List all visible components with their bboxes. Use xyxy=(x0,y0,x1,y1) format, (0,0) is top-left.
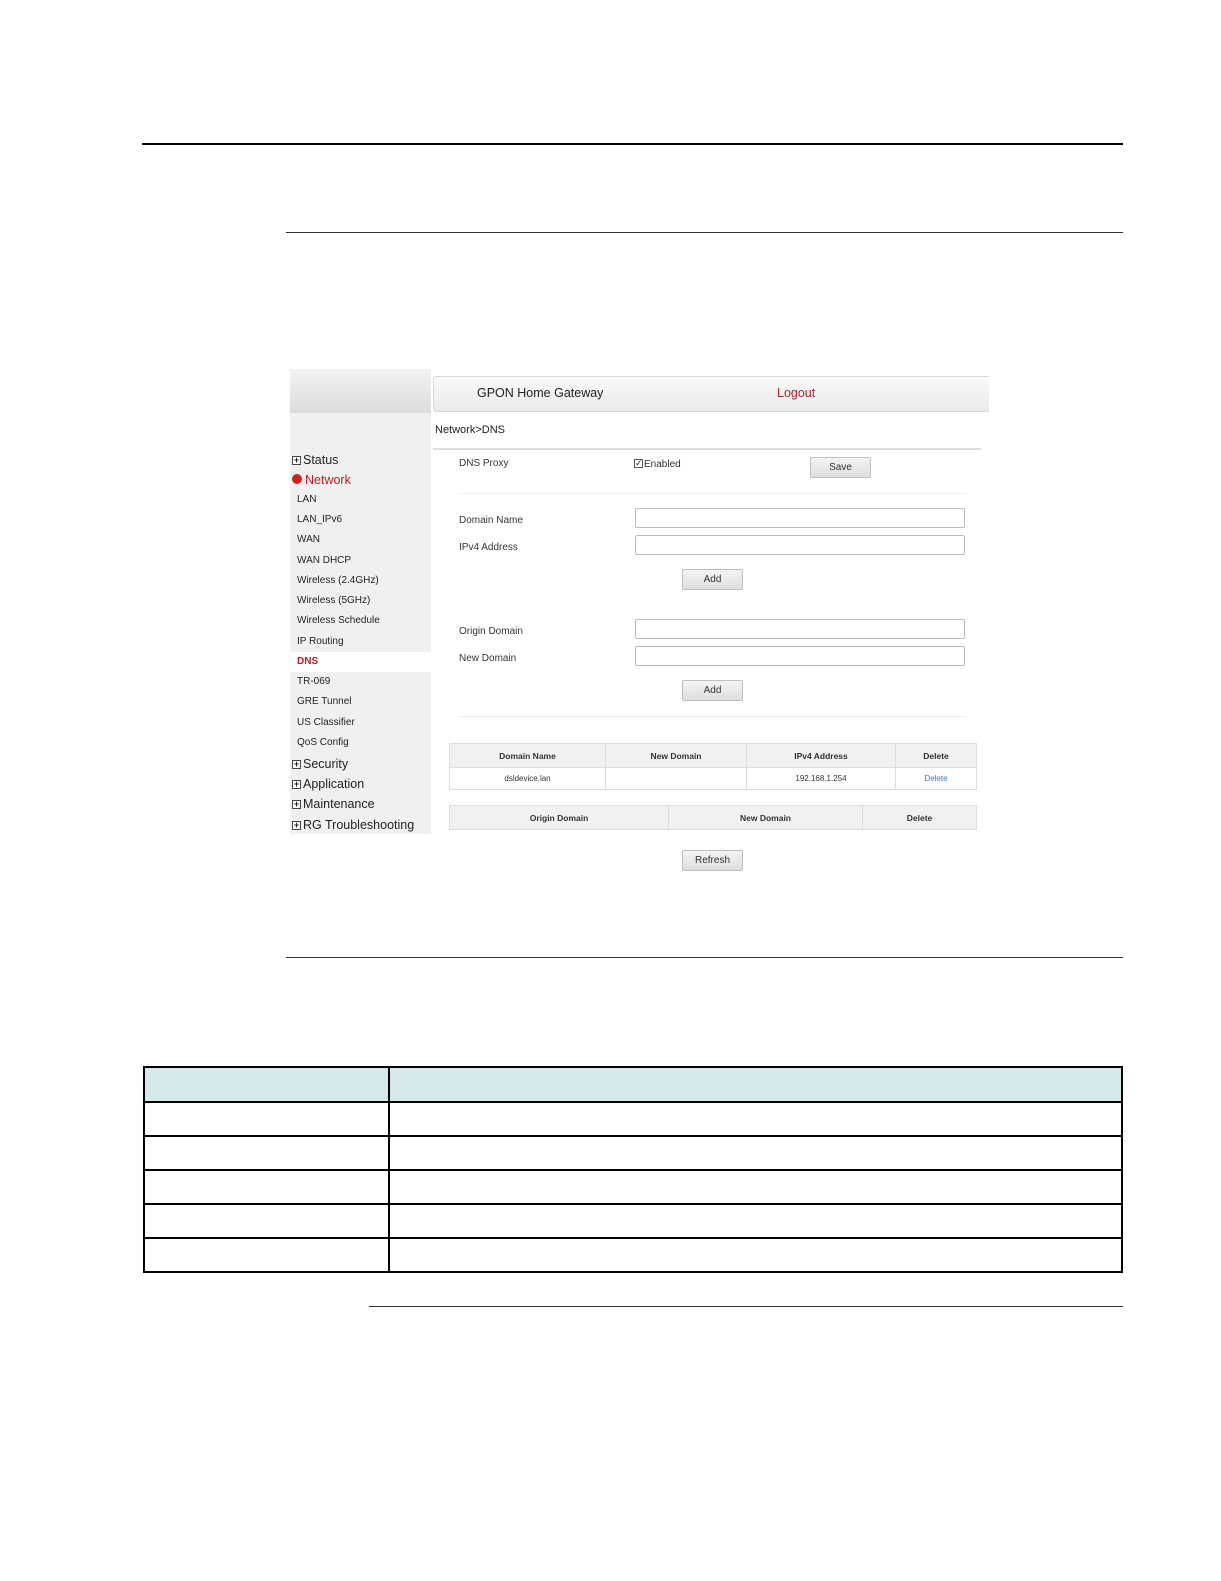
form-divider xyxy=(458,716,966,717)
section-rule xyxy=(286,232,1123,233)
gateway-screenshot xyxy=(290,369,989,874)
sidebar-group-maintenance[interactable]: + Maintenance xyxy=(293,797,375,811)
column-header: Origin Domain xyxy=(450,806,669,830)
column-header xyxy=(144,1067,389,1102)
expand-icon: + xyxy=(293,799,300,809)
table-row xyxy=(144,1102,1122,1136)
breadcrumb-divider xyxy=(433,448,981,450)
dns-proxy-label: DNS Proxy xyxy=(459,458,509,469)
domain-cell: dsldevice.lan xyxy=(450,768,606,790)
sidebar-item-wireless-5[interactable]: Wireless (5GHz) xyxy=(297,595,371,606)
section-rule xyxy=(286,957,1123,958)
origin-domain-label: Origin Domain xyxy=(459,626,523,637)
origin-domain-input[interactable] xyxy=(635,619,965,639)
host-table xyxy=(449,743,977,790)
new-domain-input[interactable] xyxy=(635,646,965,666)
sidebar-group-network[interactable]: Network xyxy=(290,470,431,490)
new-domain-label: New Domain xyxy=(459,653,517,664)
new-domain-cell xyxy=(606,768,747,790)
app-header xyxy=(433,376,989,412)
page-top-rule xyxy=(142,143,1123,145)
logout-link[interactable]: Logout xyxy=(777,386,816,400)
dns-proxy-enabled-label: Enabled xyxy=(644,459,681,470)
ipv4-cell: 192.168.1.254 xyxy=(747,768,896,790)
column-header: Delete xyxy=(863,806,977,830)
table-header-row xyxy=(450,806,977,830)
table-header-row xyxy=(450,744,977,768)
sidebar-item-qos-config[interactable]: QoS Config xyxy=(297,737,349,748)
sidebar-group-rg-troubleshooting[interactable]: + RG Troubleshooting xyxy=(293,818,415,832)
table-row xyxy=(144,1238,1122,1272)
sidebar-item-wan-dhcp[interactable]: WAN DHCP xyxy=(297,555,352,566)
sidebar-item-lan-ipv6[interactable]: LAN_IPv6 xyxy=(297,514,343,525)
expand-icon: + xyxy=(293,779,300,789)
column-header: Delete xyxy=(896,744,977,768)
column-header: Domain Name xyxy=(450,744,606,768)
sidebar-item-gre-tunnel[interactable]: GRE Tunnel xyxy=(297,696,352,707)
sidebar-item-ip-routing[interactable]: IP Routing xyxy=(297,636,344,647)
ipv4-address-label: IPv4 Address xyxy=(459,542,518,553)
dns-proxy-checkbox[interactable]: ✓ xyxy=(635,458,643,468)
sidebar-group-status[interactable]: + Status xyxy=(293,453,339,467)
sidebar-item-wan[interactable]: WAN xyxy=(297,534,320,545)
save-button[interactable]: Save xyxy=(810,457,871,478)
table-row xyxy=(450,768,977,790)
sidebar-group-application[interactable]: + Application xyxy=(293,777,365,791)
form-divider xyxy=(458,493,966,494)
sidebar-item-dns[interactable]: DNS xyxy=(290,652,431,672)
breadcrumb: Network>DNS xyxy=(435,424,505,436)
sidebar-item-lan[interactable]: LAN xyxy=(297,494,317,505)
expand-icon: + xyxy=(293,455,300,465)
domain-table xyxy=(449,805,977,830)
description-table xyxy=(143,1066,1123,1273)
expand-icon: + xyxy=(293,759,300,769)
sidebar xyxy=(290,413,431,834)
domain-name-input[interactable] xyxy=(635,508,965,528)
column-header: New Domain xyxy=(669,806,863,830)
table-row xyxy=(144,1170,1122,1204)
collapse-icon xyxy=(292,474,302,484)
column-header: IPv4 Address xyxy=(747,744,896,768)
domain-name-label: Domain Name xyxy=(459,515,523,526)
table-row xyxy=(144,1204,1122,1238)
delete-cell xyxy=(896,768,977,790)
sidebar-item-us-classifier[interactable]: US Classifier xyxy=(297,717,355,728)
ipv4-address-input[interactable] xyxy=(635,535,965,555)
add-host-button[interactable]: Add xyxy=(682,569,743,590)
column-header: New Domain xyxy=(606,744,747,768)
sidebar-item-wireless-24[interactable]: Wireless (2.4GHz) xyxy=(297,575,379,586)
section-rule xyxy=(369,1306,1123,1307)
expand-icon: + xyxy=(293,820,300,830)
table-row xyxy=(144,1136,1122,1170)
column-header xyxy=(389,1067,1122,1102)
delete-link[interactable]: Delete xyxy=(924,774,948,783)
sidebar-header xyxy=(290,369,431,413)
sidebar-item-tr069[interactable]: TR-069 xyxy=(297,676,331,687)
app-title: GPON Home Gateway xyxy=(477,386,604,400)
table-header-row xyxy=(144,1067,1122,1102)
add-domain-button[interactable]: Add xyxy=(682,680,743,701)
sidebar-group-security[interactable]: + Security xyxy=(293,757,349,771)
refresh-button[interactable]: Refresh xyxy=(682,850,743,871)
sidebar-item-wireless-schedule[interactable]: Wireless Schedule xyxy=(297,615,380,626)
